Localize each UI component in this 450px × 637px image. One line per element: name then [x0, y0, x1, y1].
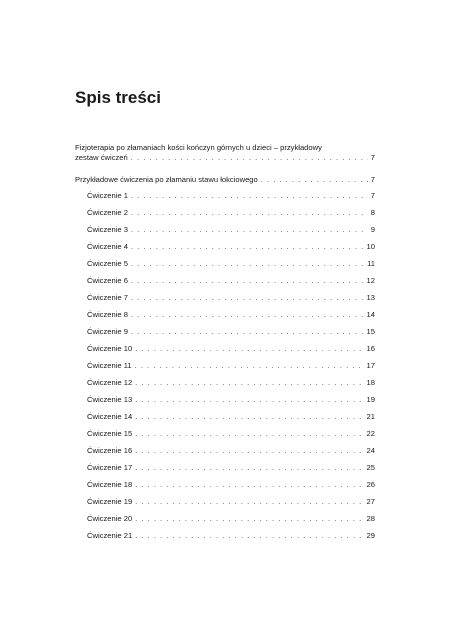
leader-dots: [135, 531, 363, 541]
toc-subentry-text: Ćwiczenie 21: [87, 531, 133, 540]
toc-subentry-text: Ćwiczenie 4: [87, 242, 128, 251]
toc-subentry[interactable]: [87, 429, 375, 439]
leader-dots: [131, 208, 368, 218]
toc-page-number: 13: [366, 293, 375, 302]
toc-entry-text: zestaw ćwiczeń: [75, 153, 128, 162]
toc-subentry[interactable]: [87, 276, 375, 286]
toc-subentry-text: Ćwiczenie 1: [87, 191, 128, 200]
toc-page-number: 8: [370, 208, 375, 217]
toc-subentry[interactable]: [87, 361, 375, 371]
toc-page-number: 26: [366, 480, 375, 489]
toc-subentry[interactable]: [87, 191, 375, 201]
toc-page-number: 28: [366, 514, 375, 523]
toc-page-number: 29: [366, 531, 375, 540]
toc-subentry[interactable]: [87, 531, 375, 541]
leader-dots: [135, 497, 363, 507]
toc-subentry[interactable]: [87, 497, 375, 507]
toc-page-number: 17: [366, 361, 375, 370]
toc-subentry-text: Ćwiczenie 16: [87, 446, 133, 455]
toc-page-number: 10: [366, 242, 375, 251]
leader-dots: [135, 412, 363, 422]
toc-page-number: 9: [370, 225, 375, 234]
leader-dots: [131, 225, 368, 235]
toc-entry[interactable]: [75, 143, 375, 163]
toc-page-number: 22: [366, 429, 375, 438]
toc-entry-text-line1: Fizjoterapia po złamaniach kości kończyn górnych u dzieci – przykładowy: [75, 143, 322, 152]
leader-dots: [131, 242, 364, 252]
toc-subentry-text: Ćwiczenie 13: [87, 395, 133, 404]
toc-subentry[interactable]: [87, 327, 375, 337]
leader-dots: [131, 310, 364, 320]
leader-dots: [135, 395, 363, 405]
toc-subentry-text: Ćwiczenie 14: [87, 412, 133, 421]
toc-subentry-text: Ćwiczenie 2: [87, 208, 128, 217]
toc-subentry-text: Ćwiczenie 15: [87, 429, 133, 438]
toc-subentry-text: Ćwiczenie 10: [87, 344, 133, 353]
leader-dots: [135, 463, 363, 473]
toc-page-number: 24: [366, 446, 375, 455]
toc-entry[interactable]: [75, 175, 375, 185]
toc-subentry-text: Ćwiczenie 3: [87, 225, 128, 234]
toc-subentry[interactable]: [87, 208, 375, 218]
toc-subentry[interactable]: [87, 514, 375, 524]
leader-dots: [261, 175, 368, 185]
toc-subentry-text: Ćwiczenie 20: [87, 514, 133, 523]
toc-subentry-text: Ćwiczenie 19: [87, 497, 133, 506]
toc-subentry[interactable]: [87, 446, 375, 456]
leader-dots: [135, 361, 364, 371]
toc-subentry-text: Ćwiczenie 6: [87, 276, 128, 285]
toc-subentry-text: Ćwiczenie 5: [87, 259, 128, 268]
toc-subentry-text: Ćwiczenie 9: [87, 327, 128, 336]
leader-dots: [135, 429, 363, 439]
toc-page-number: 16: [366, 344, 375, 353]
toc-subentry[interactable]: [87, 412, 375, 422]
leader-dots: [131, 191, 368, 201]
leader-dots: [135, 446, 363, 456]
toc-subentry[interactable]: [87, 378, 375, 388]
leader-dots: [135, 480, 363, 490]
toc-page-number: 19: [366, 395, 375, 404]
toc-page-number: 25: [366, 463, 375, 472]
toc-subentry-text: Ćwiczenie 11: [87, 361, 132, 370]
toc-page-number: 11: [367, 259, 375, 268]
toc-subentry-text: Ćwiczenie 7: [87, 293, 128, 302]
toc-page-number: 21: [366, 412, 375, 421]
toc-subentry[interactable]: [87, 259, 375, 269]
toc-page-number: 27: [366, 497, 375, 506]
page-title: Spis treści: [75, 88, 161, 107]
toc-page-number: 7: [370, 153, 375, 162]
toc-subentry-text: Ćwiczenie 17: [87, 463, 133, 472]
toc-subentry[interactable]: [87, 395, 375, 405]
leader-dots: [131, 259, 364, 269]
toc-subentry[interactable]: [87, 310, 375, 320]
toc-subentry[interactable]: [87, 293, 375, 303]
leader-dots: [131, 153, 368, 163]
toc-subentry[interactable]: [87, 344, 375, 354]
toc-subentry-text: Ćwiczenie 12: [87, 378, 133, 387]
leader-dots: [135, 514, 363, 524]
leader-dots: [135, 344, 363, 354]
toc-subentry[interactable]: [87, 242, 375, 252]
toc-subentry-text: Ćwiczenie 8: [87, 310, 128, 319]
toc-page-number: 7: [370, 191, 375, 200]
toc-subentry-text: Ćwiczenie 18: [87, 480, 133, 489]
toc-page-number: 14: [366, 310, 375, 319]
toc-subentry[interactable]: [87, 463, 375, 473]
toc-entry-text: Przykładowe ćwiczenia po złamaniu stawu łokciowego: [75, 175, 258, 184]
leader-dots: [135, 378, 363, 388]
toc-page-number: 18: [366, 378, 375, 387]
leader-dots: [131, 327, 364, 337]
toc-page-number: 15: [366, 327, 375, 336]
toc-subentry[interactable]: [87, 225, 375, 235]
leader-dots: [131, 293, 364, 303]
toc-page-number: 7: [370, 175, 375, 184]
toc-page-number: 12: [366, 276, 375, 285]
toc-subentry[interactable]: [87, 480, 375, 490]
leader-dots: [131, 276, 364, 286]
